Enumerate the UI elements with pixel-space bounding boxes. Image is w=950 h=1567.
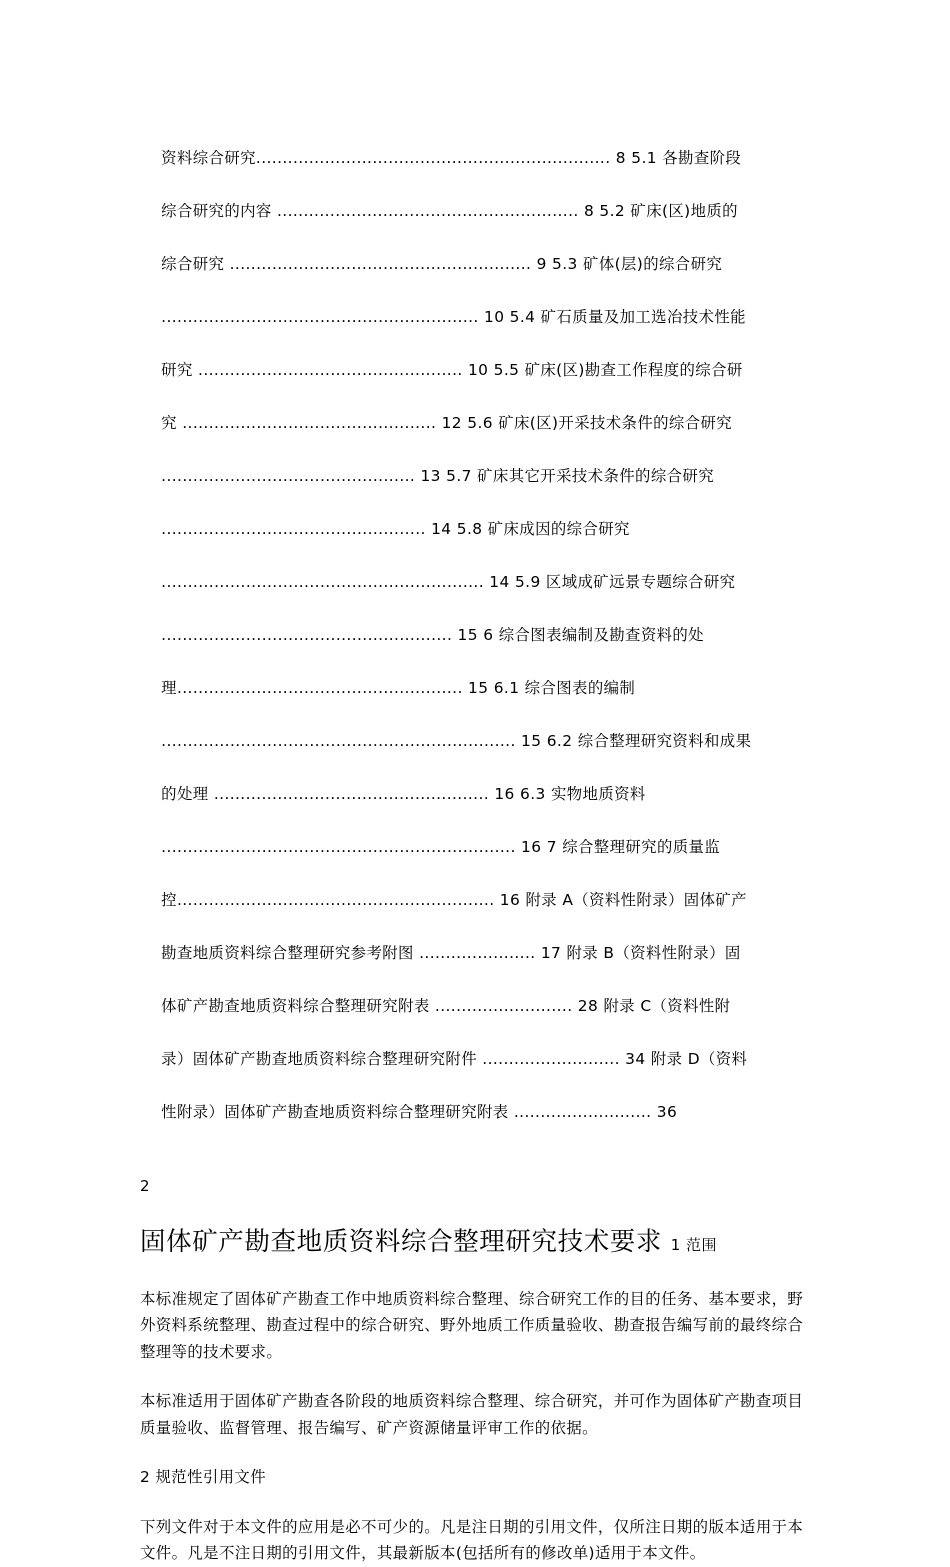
toc-line: 性附录）固体矿产勘查地质资料综合整理研究附表 .......................... 36 [161, 1102, 678, 1121]
paragraph-scope-1: 本标准规定了固体矿产勘查工作中地质资料综合整理、综合研究工作的目的任务、基本要求，野外资料系统整理、勘查过程中的综合研究、野外地质工作质量验收、勘查报告编写前的最终综合整理等的技术要求。 [140, 1289, 804, 1361]
toc-line: 综合研究的内容 ......................................................... 8 5.2 矿床(区)地质的 [161, 201, 738, 220]
toc-line: 控............................................................ 16 附录 A（资料性附录）固体矿产 [161, 890, 747, 909]
paragraph-scope-2: 本标准适用于固体矿产勘查各阶段的地质资料综合整理、综合研究，并可作为固体矿产勘查项目质量验收、监督管理、报告编写、矿产资源储量评审工作的依据。 [140, 1392, 804, 1437]
toc-line: 体矿产勘查地质资料综合整理研究附表 .......................... 28 附录 C（资料性附 [161, 996, 731, 1015]
toc-line: 资料综合研究................................................................... 8 5.1 各勘查阶段 [161, 148, 742, 167]
toc-line: ................................................................... 15 6.2 综合整理研究资料和成果 [161, 731, 752, 750]
toc-line: 录）固体矿产勘查地质资料综合整理研究附件 .......................... 34 附录 D（资料 [161, 1049, 748, 1068]
toc-line: 究 ................................................ 12 5.6 矿床(区)开采技术条件的综合研究 [161, 413, 733, 432]
toc-line: ............................................................. 14 5.9 区域成矿远景专题综合研究 [161, 572, 736, 591]
document-title [140, 1224, 812, 1263]
paragraph-references: 下列文件对于本文件的应用是必不可少的。凡是注日期的引用文件，仅所注日期的版本适用于本文件。凡是不注日期的引用文件，其最新版本(包括所有的修改单)适用于本文件。 [140, 1517, 804, 1562]
toc-line: ................................................ 13 5.7 矿床其它开采技术条件的综合研究 [161, 466, 714, 485]
toc-line: ................................................................... 16 7 综合整理研究的质量监 [161, 837, 721, 856]
toc-line: 研究 .................................................. 10 5.5 矿床(区)勘查工作程度的综合研 [161, 360, 743, 379]
page-number: 2 [140, 1176, 150, 1195]
toc-line: ....................................................... 15 6 综合图表编制及勘查资料的处 [161, 625, 704, 644]
section-heading-references: 2 规范性引用文件 [140, 1468, 267, 1486]
toc-line: 的处理 .................................................... 16 6.3 实物地质资料 [161, 784, 646, 803]
document-page [140, 118, 812, 1567]
toc-line: ............................................................ 10 5.4 矿石质量及加工选冶技术性能 [161, 307, 746, 326]
toc-line: 勘查地质资料综合整理研究参考附图 ...................... 17 附录 B（资料性附录）固 [161, 943, 741, 962]
section-heading-scope: 1 范围 [670, 1235, 718, 1254]
toc-line: 理...................................................... 15 6.1 综合图表的编制 [161, 678, 636, 697]
toc-line: 综合研究 ......................................................... 9 5.3 矿体(层)的综合研究 [161, 254, 723, 273]
title-main: 固体矿产勘查地质资料综合整理研究技术要求 [140, 1226, 663, 1257]
toc-line: .................................................. 14 5.8 矿床成因的综合研究 [161, 519, 630, 538]
table-of-contents [140, 118, 812, 1152]
